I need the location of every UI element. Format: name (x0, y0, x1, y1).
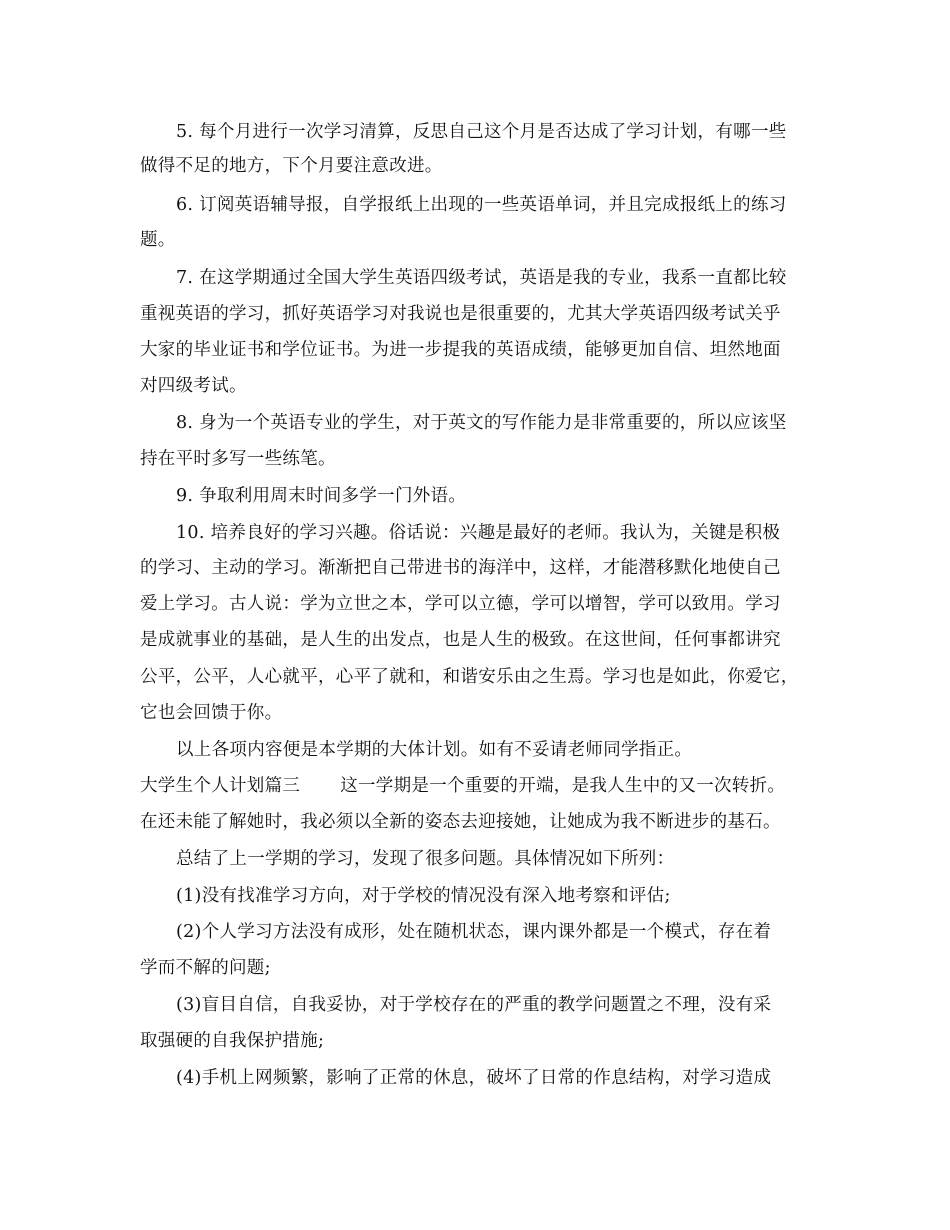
text-line: 它也会回馈于你。 (140, 703, 283, 723)
text-line: 公平，公平，人心就平，心平了就和，和谐安乐由之生焉。学习也是如此，你爱它， (140, 667, 799, 687)
text-line: (1)没有找准学习方向，对于学校的情况没有深入地考察和评估; (176, 886, 671, 906)
text-line: (4)手机上网频繁，影响了正常的休息，破坏了日常的作息结构，对学习造成 (176, 1068, 772, 1088)
text-line: 题。 (140, 230, 176, 250)
section-heading-line (140, 775, 785, 797)
text-line: 是成就事业的基础，是人生的出发点，也是人生的极致。在这世间，任何事都讲究 (140, 630, 781, 650)
section-heading: 大学生个人计划篇三 (140, 776, 301, 796)
text-line: 以上各项内容便是本学期的大体计划。如有不妥请老师同学指正。 (176, 740, 693, 760)
text-line: 的学习、主动的学习。渐渐把自己带进书的海洋中，这样，才能潜移默化地使自己 (140, 558, 781, 578)
text-line: (2)个人学习方法没有成形，处在随机状态，课内课外都是一个模式，存在着 (176, 922, 772, 942)
text-line: 大家的毕业证书和学位证书。为进一步提我的英语成绩，能够更加自信、坦然地面 (140, 340, 781, 360)
text-line: 总结了上一学期的学习，发现了很多问题。具体情况如下所列： (176, 849, 675, 869)
text-line: 9. 争取利用周末时间多学一门外语。 (176, 486, 467, 506)
text-line: 做得不足的地方，下个月要注意改进。 (140, 156, 443, 176)
text-line: 学而不解的问题; (140, 958, 271, 978)
text-line: 对四级考试。 (140, 376, 247, 396)
text-line: (3)盲目自信，自我妥协，对于学校存在的严重的教学问题置之不理，没有采 (176, 995, 772, 1015)
text-line: 爱上学习。古人说：学为立世之本，学可以立德，学可以增智，学可以致用。学习 (140, 594, 781, 614)
text-line: 5. 每个月进行一次学习清算，反思自己这个月是否达成了学习计划，有哪一些 (176, 122, 787, 142)
text-line: 重视英语的学习，抓好英语学习对我说也是很重要的，尤其大学英语四级考试关乎 (140, 304, 781, 324)
text-line: 这一学期是一个重要的开端，是我人生中的又一次转折。 (340, 776, 786, 796)
text-line: 持在平时多写一些练笔。 (140, 449, 336, 469)
text-line: 在还未能了解她时，我必须以全新的姿态去迎接她，让她成为我不断进步的基石。 (140, 812, 781, 832)
text-line: 10. 培养良好的学习兴趣。俗话说：兴趣是最好的老师。我认为，关键是积极 (176, 523, 781, 543)
text-line: 7. 在这学期通过全国大学生英语四级考试，英语是我的专业，我系一直都比较 (176, 268, 787, 288)
text-line: 取强硬的自我保护措施; (140, 1031, 325, 1051)
text-line: 8. 身为一个英语专业的学生，对于英文的写作能力是非常重要的，所以应该坚 (176, 413, 787, 433)
text-line: 6. 订阅英语辅导报，自学报纸上出现的一些英语单词，并且完成报纸上的练习 (176, 195, 787, 215)
